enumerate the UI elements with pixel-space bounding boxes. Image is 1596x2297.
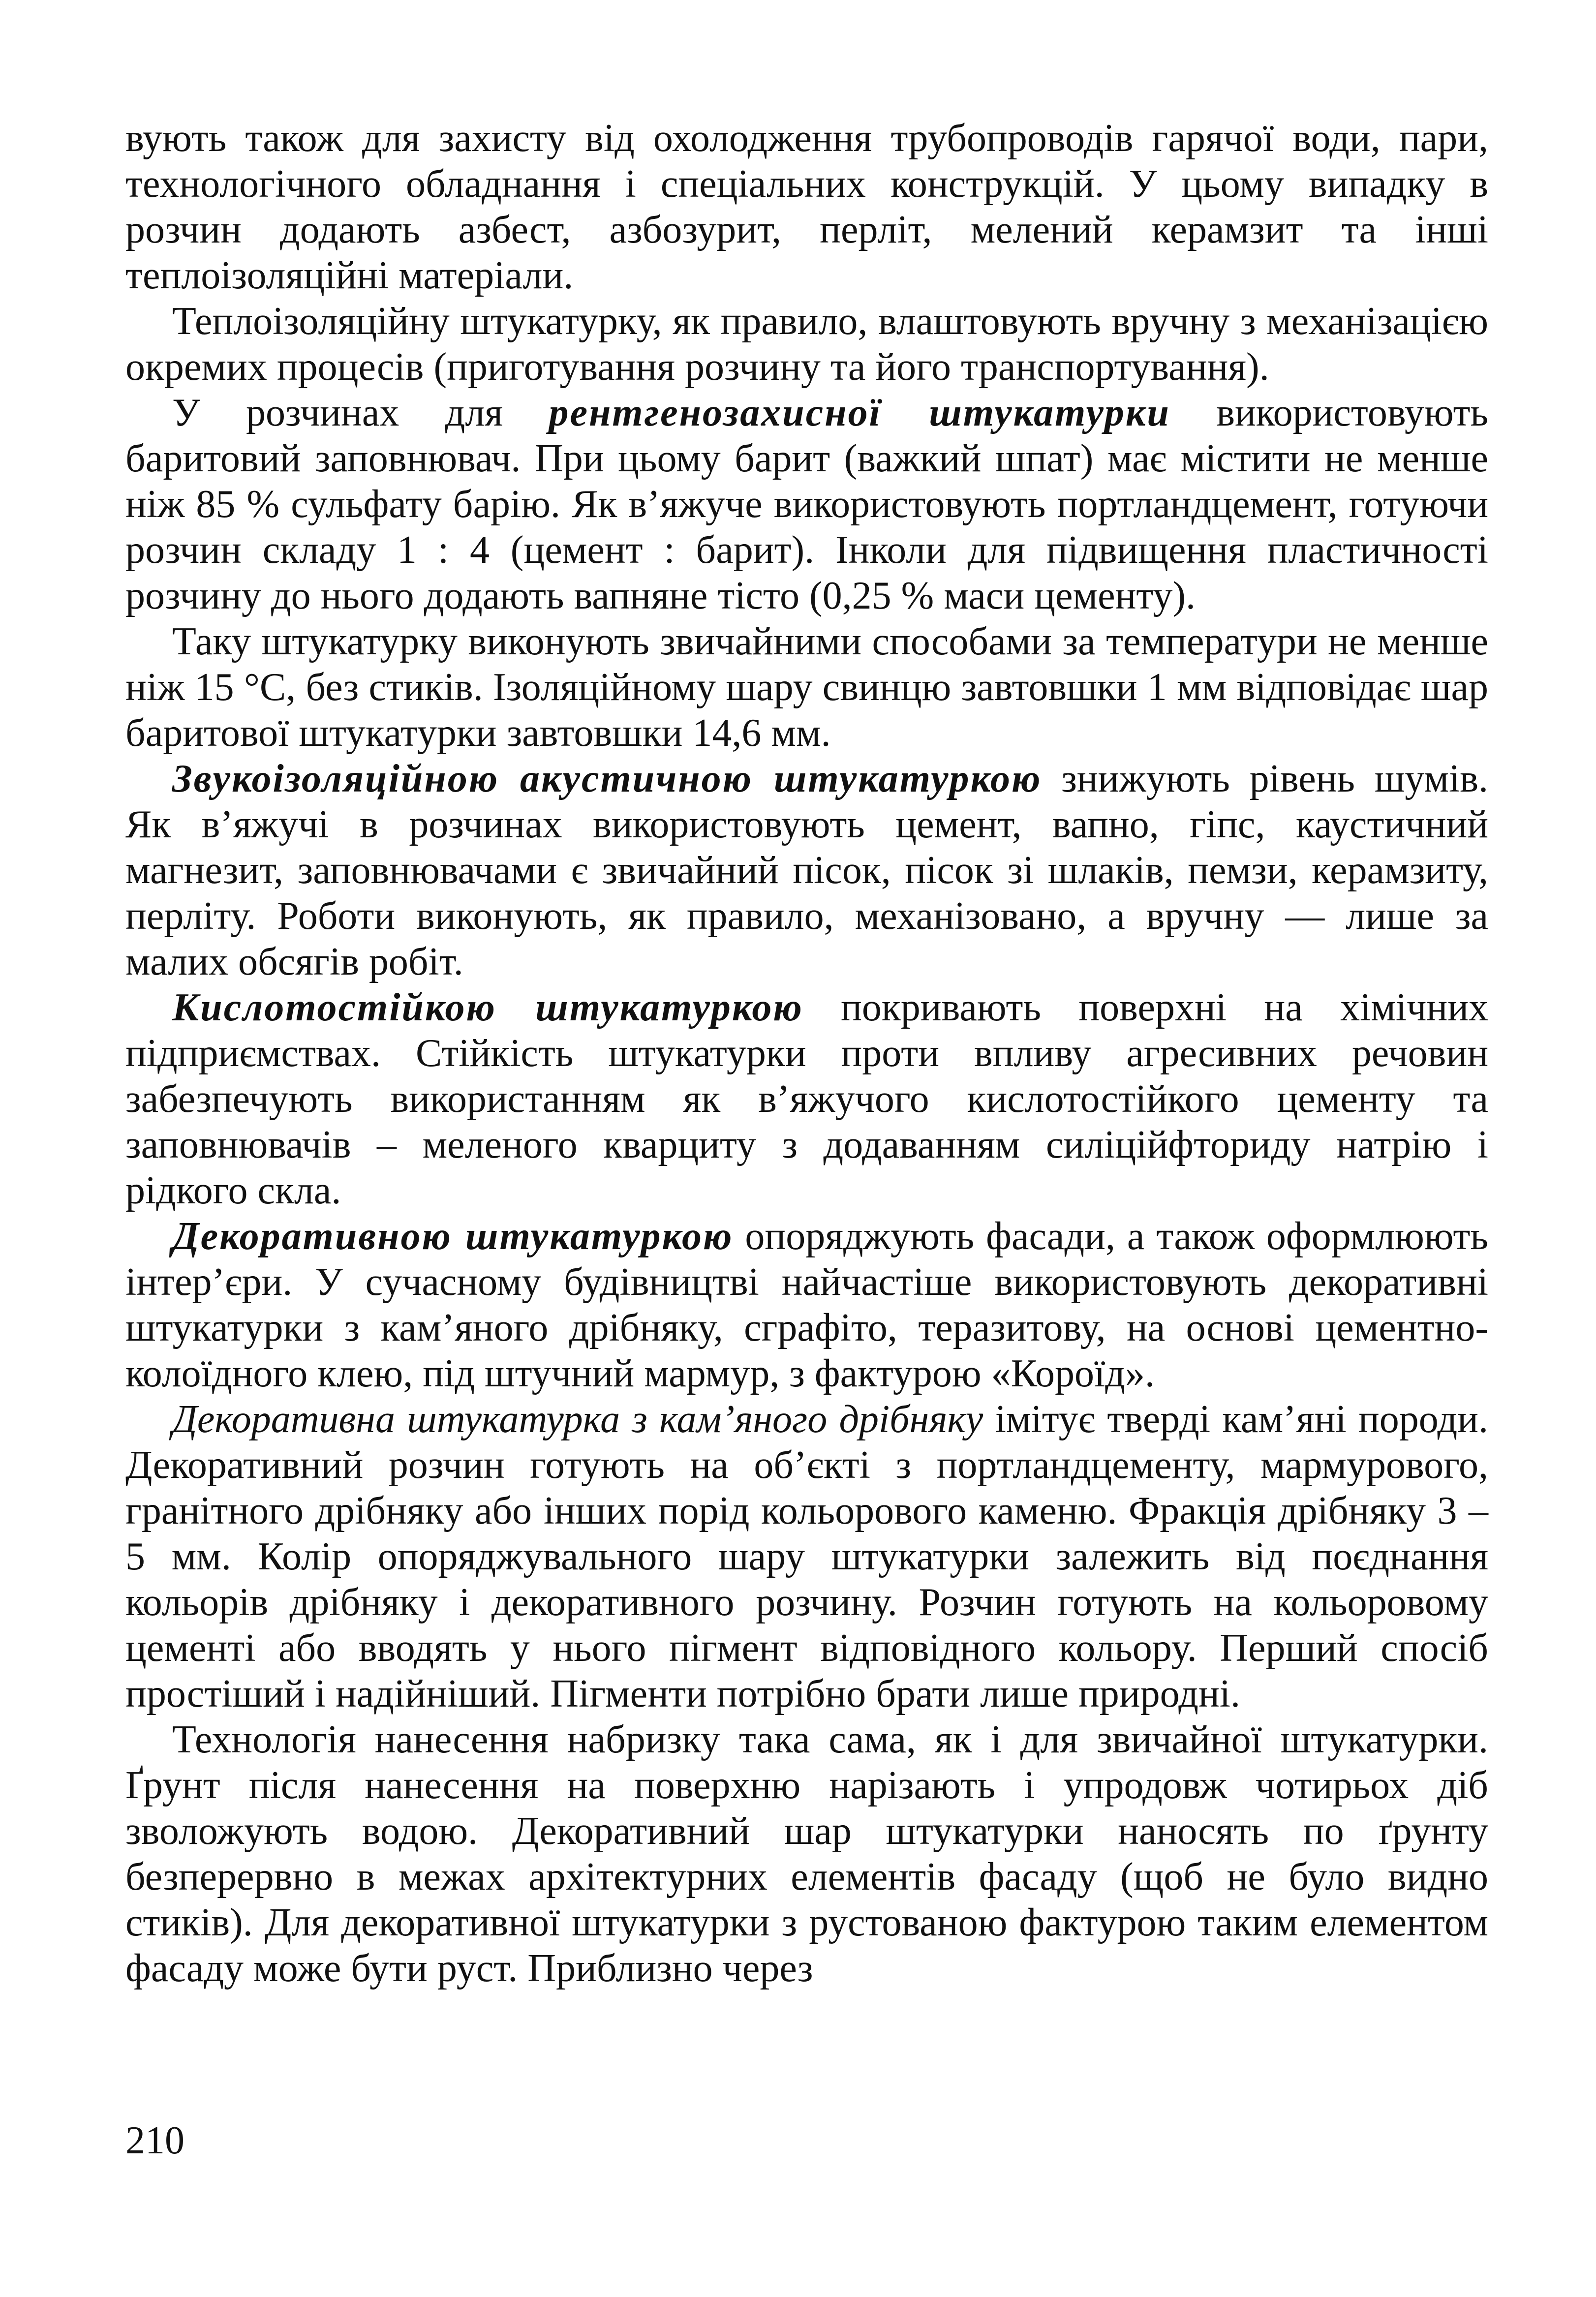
- paragraph-text: імітує тверді кам’яні породи. Декоративний розчин готують на об’єкті з портландцементу, мармурового, гранітного дрібняку або інших порід кольорового каменю. Фракція дрібняку 3 – 5 мм. Колір опоряджувального шару штукатурки залежить від поєднання кольорів дрібняку і декоративного розчину. Розчин готують на кольоровому цементі або вводять у нього пігмент відповідного кольору. Перший спосіб простіший і надійніший. Пігменти потрібно брати лише природні.: [125, 1398, 1488, 1715]
- paragraph-text: опоряджують фасади, а також оформлюють інтер’єри. У сучасному будівництві найчастіше використовують декоративні штукатурки з кам’яного дрібняку, сграфіто, теразитову, на основі цементно-колоїдного клею, під штучний мармур, з фактурою «Короїд».: [125, 1215, 1488, 1395]
- paragraph-text: Технологія нанесення набризку така сама, як і для звичайної штукатурки. Ґрунт після нанесення на поверхню нарізають і упродовж чотирьох діб зволожують водою. Декоративний шар штукатурки наносять по ґрунту безперервно в межах архітектурних елементів фасаду (щоб не було видно стиків). Для декоративної штукатурки з рустованою фактурою таким елементом фасаду може бути руст. Приблизно через: [125, 1718, 1488, 1990]
- paragraph-text: Теплоізоляційну штукатурку, як правило, влаштовують вручну з механізацією окремих процесів (приготування розчину та його транспортування).: [125, 300, 1488, 389]
- paragraph-text: У розчинах для: [172, 391, 549, 434]
- paragraph-text: знижують рівень шумів. Як в’яжучі в розчинах використовують цемент, вапно, гіпс, каустичний магнезит, заповнювачами є звичайний пісок, пісок зі шлаків, пемзи, керамзиту, перліту. Роботи виконують, як правило, механізовано, а вручну — лише за малих обсягів робіт.: [125, 757, 1488, 983]
- term-emphasis: Кислотостійкою штукатуркою: [172, 986, 803, 1029]
- paragraph-p8: [125, 1397, 1488, 1717]
- paragraph-p7: [125, 1214, 1488, 1397]
- paragraph-text: покривають поверхні на хімічних підприємствах. Стійкість штукатурки проти впливу агресивних речовин забезпечують використанням як в’яжучого кислотостійкого цементу та заповнювачів – меленого кварциту з додаванням силіційфториду натрію і рідкого скла.: [125, 986, 1489, 1212]
- paragraph-p1: [125, 116, 1488, 299]
- term-italic: Декоративна штукатурка з кам’яного дрібняку: [172, 1398, 983, 1441]
- page-body: [125, 116, 1488, 1991]
- paragraph-p5: [125, 756, 1488, 985]
- page-number: 210: [125, 2119, 184, 2162]
- paragraph-text: використовують баритовий заповнювач. При цьому барит (важкий шпат) має містити не менше ніж 85 % сульфату барію. Як в’яжуче використовують портландцемент, готуючи розчин складу 1 : 4 (цемент : барит). Інколи для підвищення пластичності розчину до нього додають вапняне тісто (0,25 % маси цементу).: [125, 391, 1489, 617]
- paragraph-p9: [125, 1717, 1488, 1991]
- paragraph-text: вують також для захисту від охолодження трубопроводів гарячої води, пари, технологічного обладнання і спеціальних конструкцій. У цьому випадку в розчин додають азбест, азбозурит, перліт, мелений керамзит та інші теплоізоляційні матеріали.: [125, 117, 1488, 297]
- term-emphasis: Звукоізоляційною акустичною штукатуркою: [172, 757, 1042, 800]
- paragraph-p2: [125, 299, 1488, 390]
- paragraph-p3: [125, 390, 1488, 619]
- term-emphasis: рентгенозахисної штукатурки: [549, 391, 1170, 434]
- paragraph-text: Таку штукатурку виконують звичайними способами за температури не менше ніж 15 °С, без стиків. Ізоляційному шару свинцю завтовшки 1 мм відповідає шар баритової штукатурки завтовшки 14,6 мм.: [125, 620, 1488, 755]
- paragraph-p6: [125, 985, 1488, 1214]
- paragraph-p4: [125, 619, 1488, 756]
- term-emphasis: Декоративною штукатуркою: [172, 1215, 734, 1258]
